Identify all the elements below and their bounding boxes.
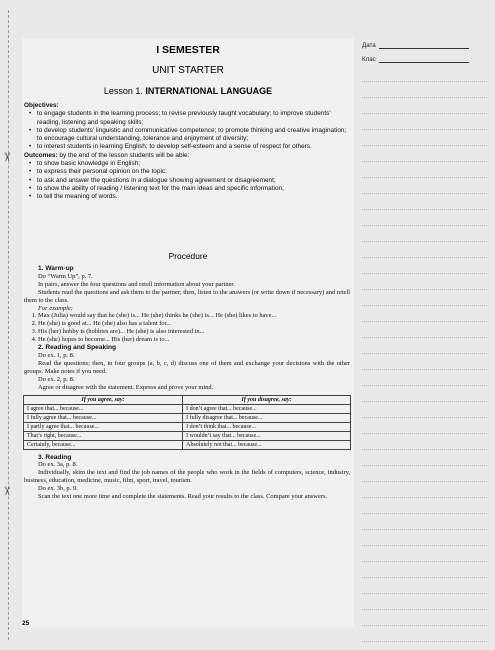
table-header: If you disagree, say: [183, 395, 351, 404]
paragraph: Individually, skim the text and find the job names of the people who work in the fields of computers, science, industry, business, education, medicine, music, film, sport, travel, tourism. [24, 469, 350, 485]
note-line [362, 402, 487, 418]
note-line [362, 546, 487, 562]
note-line [362, 562, 487, 578]
list-item: • to develop students’ linguistic and communicative competence; to promote thinking and creative imagination; to encourage cultural understanding, tolerance and enjoyment of diversity; [37, 127, 350, 144]
class-field[interactable] [362, 52, 487, 63]
class-label: Клас [362, 56, 376, 63]
table-cell: I don’t agree that... because... [183, 404, 351, 413]
paragraph: Scan the text one more time and complete the statements. Read your results to the class. Compare your answers. [38, 493, 328, 501]
example-list [24, 312, 350, 344]
note-line [362, 578, 487, 594]
objectives-list [24, 110, 350, 151]
note-line [362, 274, 487, 290]
scissors-icon: ✂ [0, 151, 15, 163]
paragraph: Read the questions; then, in four groups (a, b, c, d) discuss one of them and exchange your decisions with the other groups. Make notes if you need. [24, 359, 350, 375]
list-item: 3. His (her) hobby is (hobbies are)... He (she) is also interested in... [38, 328, 350, 336]
table-cell: I fully agree that... because... [24, 413, 183, 422]
note-line [362, 418, 487, 434]
instruction: Do ex. 1, p. 8. [38, 351, 75, 359]
notes-margin [362, 38, 487, 642]
date-field[interactable] [362, 38, 487, 49]
note-line [362, 130, 487, 146]
outcomes-list [24, 160, 350, 201]
table-row [24, 413, 351, 422]
note-line [362, 162, 487, 178]
table-row [24, 431, 351, 440]
note-line [362, 466, 487, 482]
section-heading: 1. Warm-up [38, 265, 74, 272]
list-item: • to ask and answer the questions in a dialogue showing agreement or disagreement; [37, 177, 350, 185]
table-header: If you agree, say: [24, 395, 183, 404]
note-line [362, 338, 487, 354]
table-row [24, 404, 351, 413]
content-area [22, 38, 354, 628]
note-line [362, 194, 487, 210]
note-line [362, 178, 487, 194]
note-line [362, 370, 487, 386]
table-cell: That’s right, because... [24, 431, 183, 440]
objectives-heading: Objectives: [24, 102, 59, 109]
note-line [362, 530, 487, 546]
note-line [362, 306, 487, 322]
paragraph: In pairs, answer the four questions and retell information about your partner. [38, 280, 235, 288]
note-line [362, 514, 487, 530]
note-lines [362, 66, 487, 642]
agree-disagree-table [23, 395, 351, 450]
table-header-row [24, 395, 351, 404]
cut-line [8, 10, 9, 640]
list-item: 2. He (she) is good at... He (she) also has a talent for... [38, 320, 350, 328]
date-label: Дата [362, 42, 376, 49]
note-line [362, 386, 487, 402]
table-cell: I partly agree that... because... [24, 422, 183, 431]
instruction: Do ex. 3b, p. 9. [38, 485, 78, 493]
section-heading: 2. Reading and Speaking [38, 344, 117, 352]
note-line [362, 354, 487, 370]
note-line [362, 626, 487, 642]
note-line [362, 226, 487, 242]
table-row [24, 440, 351, 449]
list-item: 4. He (she) hopes to become... His (her) dream is to... [38, 336, 350, 344]
note-line [362, 258, 487, 274]
note-line [362, 82, 487, 98]
date-underline [379, 41, 469, 49]
example-label: For example: [38, 304, 73, 312]
note-line [362, 594, 487, 610]
instruction: Do ex. 3a, p. 8. [38, 461, 78, 469]
note-line [362, 242, 487, 258]
table-row [24, 422, 351, 431]
scissors-icon: ✂ [0, 485, 15, 497]
list-item: • to tell the meaning of words. [37, 193, 350, 201]
table-cell: I don’t think that... because... [183, 422, 351, 431]
lesson-title: Lesson 1. INTERNATIONAL LANGUAGE [103, 86, 273, 96]
procedure-title: Procedure [168, 251, 208, 261]
outcomes-heading: Outcomes: by the end of the lesson students will be able: [24, 151, 190, 159]
semester-title: I SEMESTER [156, 44, 220, 56]
table-cell: I agree that... because... [24, 404, 183, 413]
note-line [362, 498, 487, 514]
note-line [362, 146, 487, 162]
table-cell: Certainly, because... [24, 440, 183, 449]
note-line [362, 322, 487, 338]
table-cell: I fully disagree that... because... [183, 413, 351, 422]
list-item: • to engage students in the learning process; to revise previously taught vocabulary; to improve students’ reading, listening and speaking skills; [37, 110, 350, 127]
paragraph: Students read the questions and ask them to the partner; then, listen to the answers (or write down if necessary) and retell them to the class. [24, 288, 350, 304]
paragraph: Agree or disagree with the statement. Express and prove your mind. [38, 383, 214, 391]
note-line [362, 290, 487, 306]
page-number: 25 [22, 620, 30, 627]
note-line [362, 610, 487, 626]
list-item: 1. Max (Julia) would say that he (she) is... He (she) thinks he (she) is... He (she) likes to have... [38, 312, 350, 320]
note-line [362, 210, 487, 226]
note-line [362, 66, 487, 82]
objectives-block [24, 102, 350, 202]
procedure-body [24, 265, 350, 501]
class-underline [379, 55, 469, 63]
list-item: • to interest students in learning English; to develop self-esteem and a sense of respect for others. [37, 143, 350, 151]
note-line [362, 482, 487, 498]
note-line [362, 434, 487, 450]
instruction: Do ex. 2, p. 8. [38, 375, 75, 383]
instruction: Do “Warm Up”, p. 7. [38, 272, 93, 280]
unit-title: UNIT STARTER [152, 65, 224, 76]
list-item: • to show basic knowledge in English; [37, 160, 350, 168]
table-cell: Absolutely not that... because... [183, 440, 351, 449]
note-line [362, 114, 487, 130]
list-item: • to express their personal opinion on the topic; [37, 168, 350, 176]
table-cell: I wouldn’t say that... because... [183, 431, 351, 440]
note-line [362, 98, 487, 114]
list-item: • to show the ability of reading / listening text for the main ideas and specific information; [37, 185, 350, 193]
note-line [362, 450, 487, 466]
section-heading: 3. Reading [38, 453, 72, 461]
